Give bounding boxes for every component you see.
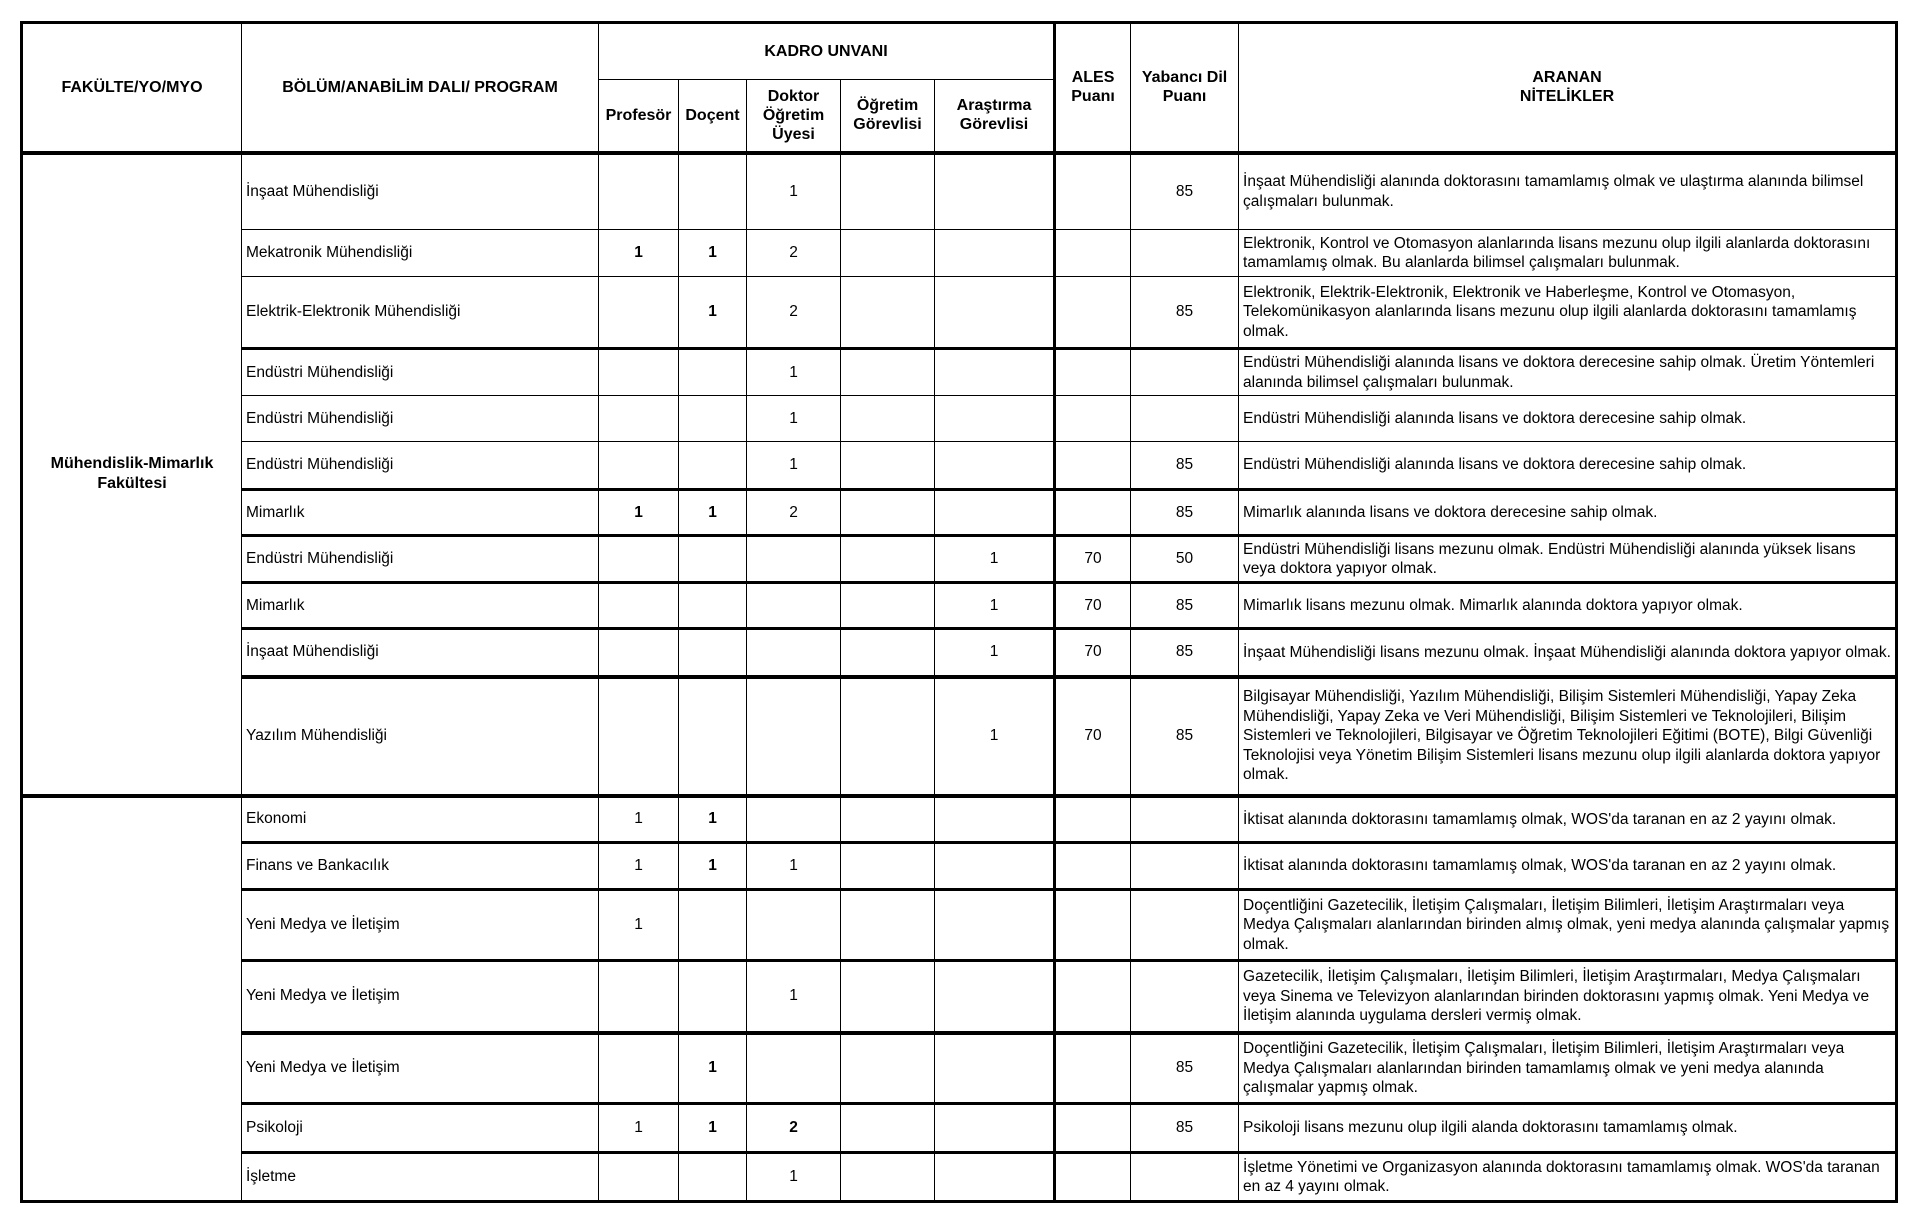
dr-ogr-uyesi-cell: 1 <box>747 396 841 442</box>
ales-cell <box>1055 490 1131 536</box>
docent-cell <box>679 396 747 442</box>
program-cell: Endüstri Mühendisliği <box>242 349 599 396</box>
qualifications-cell: İnşaat Mühendisliği alanında doktorasını tamamlamış olmak ve ulaştırma alanında bilimsel çalışmaları bulunmak. <box>1239 153 1897 230</box>
docent-cell <box>679 629 747 677</box>
profesor-cell <box>599 961 679 1033</box>
profesor-cell: 1 <box>599 1104 679 1153</box>
profesor-cell <box>599 1153 679 1202</box>
ars-gorevlisi-cell <box>935 1153 1055 1202</box>
profesor-cell <box>599 1033 679 1104</box>
qualifications-cell: Doçentliğini Gazetecilik, İletişim Çalışmaları, İletişim Bilimleri, İletişim Araştırmaları veya Medya Çalışmaları alanlarından birinden tamamlamış olmak ve yeni medya alanında çalışmalar yapmış olmak. <box>1239 1033 1897 1104</box>
dr-ogr-uyesi-cell: 1 <box>747 442 841 490</box>
ales-cell: 70 <box>1055 677 1131 796</box>
profesor-cell <box>599 153 679 230</box>
ogr-gorevlisi-cell <box>841 153 935 230</box>
profesor-cell: 1 <box>599 796 679 843</box>
header-ales-line2: Puanı <box>1071 88 1115 106</box>
ogr-gorevlisi-cell <box>841 230 935 277</box>
ars-gorevlisi-cell <box>935 843 1055 890</box>
header-dr-line3: Üyesi <box>772 125 815 143</box>
header-faculty: FAKÜLTE/YO/MYO <box>22 23 242 153</box>
ars-gorevlisi-cell <box>935 153 1055 230</box>
ars-gorevlisi-cell <box>935 961 1055 1033</box>
header-ogretim-gorevlisi <box>841 80 935 153</box>
docent-cell <box>679 536 747 583</box>
ales-cell <box>1055 1104 1131 1153</box>
ales-cell: 70 <box>1055 536 1131 583</box>
dr-ogr-uyesi-cell: 2 <box>747 277 841 349</box>
table-row <box>22 490 1897 536</box>
faculty-name <box>22 796 242 1202</box>
table-row <box>22 629 1897 677</box>
table-row <box>22 349 1897 396</box>
ogr-gorevlisi-cell <box>841 396 935 442</box>
qualifications-cell: Endüstri Mühendisliği alanında lisans ve doktora derecesine sahip olmak. Üretim Yöntemleri alanında bilimsel çalışmaları bulunmak. <box>1239 349 1897 396</box>
header-kadro-unvani: KADRO UNVANI <box>599 23 1055 80</box>
program-cell: Mekatronik Mühendisliği <box>242 230 599 277</box>
header-dr-ogretim-uyesi <box>747 80 841 153</box>
program-cell: Psikoloji <box>242 1104 599 1153</box>
ogr-gorevlisi-cell <box>841 677 935 796</box>
table-row <box>22 796 1897 843</box>
profesor-cell <box>599 396 679 442</box>
ogr-gorevlisi-cell <box>841 1033 935 1104</box>
ales-cell <box>1055 153 1131 230</box>
dr-ogr-uyesi-cell <box>747 677 841 796</box>
header-ales-line1: ALES <box>1071 69 1115 87</box>
yabanci-dil-cell: 85 <box>1131 442 1239 490</box>
ogr-gorevlisi-cell <box>841 277 935 349</box>
ales-cell <box>1055 277 1131 349</box>
dr-ogr-uyesi-cell <box>747 1033 841 1104</box>
program-cell: İnşaat Mühendisliği <box>242 629 599 677</box>
ogr-gorevlisi-cell <box>841 349 935 396</box>
header-yabanci-dil-line2: Puanı <box>1162 88 1207 106</box>
profesor-cell: 1 <box>599 230 679 277</box>
profesor-cell <box>599 677 679 796</box>
profesor-cell <box>599 629 679 677</box>
yabanci-dil-cell: 85 <box>1131 277 1239 349</box>
table-row <box>22 890 1897 961</box>
ars-gorevlisi-cell <box>935 230 1055 277</box>
table-row <box>22 277 1897 349</box>
table-row <box>22 677 1897 796</box>
profesor-cell: 1 <box>599 490 679 536</box>
dr-ogr-uyesi-cell <box>747 583 841 629</box>
docent-cell: 1 <box>679 1033 747 1104</box>
docent-cell: 1 <box>679 1104 747 1153</box>
header-ag-line1: Araştırma <box>956 97 1032 115</box>
ogr-gorevlisi-cell <box>841 1104 935 1153</box>
program-cell: Yeni Medya ve İletişim <box>242 1033 599 1104</box>
program-cell: Mimarlık <box>242 490 599 536</box>
table-row <box>22 1104 1897 1153</box>
yabanci-dil-cell <box>1131 961 1239 1033</box>
table-row <box>22 536 1897 583</box>
academic-staff-table <box>20 21 1898 1203</box>
ogr-gorevlisi-cell <box>841 1153 935 1202</box>
profesor-cell <box>599 349 679 396</box>
ogr-gorevlisi-cell <box>841 796 935 843</box>
ogr-gorevlisi-cell <box>841 536 935 583</box>
header-og-line2: Görevlisi <box>853 116 922 134</box>
ales-cell: 70 <box>1055 583 1131 629</box>
program-cell: Yeni Medya ve İletişim <box>242 890 599 961</box>
yabanci-dil-cell <box>1131 396 1239 442</box>
dr-ogr-uyesi-cell: 1 <box>747 349 841 396</box>
qualifications-cell: Psikoloji lisans mezunu olup ilgili alanda doktorasını tamamlamış olmak. <box>1239 1104 1897 1153</box>
program-cell: Elektrik-Elektronik Mühendisliği <box>242 277 599 349</box>
docent-cell <box>679 349 747 396</box>
ars-gorevlisi-cell <box>935 490 1055 536</box>
header-docent: Doçent <box>679 80 747 153</box>
yabanci-dil-cell <box>1131 349 1239 396</box>
dr-ogr-uyesi-cell: 1 <box>747 153 841 230</box>
yabanci-dil-cell: 85 <box>1131 583 1239 629</box>
program-cell: Yazılım Mühendisliği <box>242 677 599 796</box>
docent-cell <box>679 442 747 490</box>
dr-ogr-uyesi-cell <box>747 796 841 843</box>
ogr-gorevlisi-cell <box>841 890 935 961</box>
program-cell: Ekonomi <box>242 796 599 843</box>
ogr-gorevlisi-cell <box>841 961 935 1033</box>
qualifications-cell: Mimarlık lisans mezunu olmak. Mimarlık alanında doktora yapıyor olmak. <box>1239 583 1897 629</box>
docent-cell: 1 <box>679 796 747 843</box>
yabanci-dil-cell <box>1131 843 1239 890</box>
header-program: BÖLÜM/ANABİLİM DALI/ PROGRAM <box>242 23 599 153</box>
dr-ogr-uyesi-cell: 1 <box>747 961 841 1033</box>
ales-cell <box>1055 961 1131 1033</box>
table-row <box>22 396 1897 442</box>
table-body <box>22 153 1897 1202</box>
ogr-gorevlisi-cell <box>841 490 935 536</box>
header-ag-line2: Görevlisi <box>959 116 1029 134</box>
profesor-cell <box>599 536 679 583</box>
dr-ogr-uyesi-cell: 2 <box>747 230 841 277</box>
qualifications-cell: Mimarlık alanında lisans ve doktora derecesine sahip olmak. <box>1239 490 1897 536</box>
qualifications-cell: Doçentliğini Gazetecilik, İletişim Çalışmaları, İletişim Bilimleri, İletişim Araştırmaları veya Medya Çalışmaları alanlarından birinden almış olmak, yeni medya alanında çalışmalar yapmış olmak. <box>1239 890 1897 961</box>
ars-gorevlisi-cell <box>935 796 1055 843</box>
docent-cell <box>679 677 747 796</box>
yabanci-dil-cell <box>1131 890 1239 961</box>
ars-gorevlisi-cell: 1 <box>935 629 1055 677</box>
yabanci-dil-cell: 85 <box>1131 677 1239 796</box>
faculty-name: Mühendislik-Mimarlık Fakültesi <box>22 153 242 796</box>
header-profesor: Profesör <box>599 80 679 153</box>
header-arastirma-gorevlisi <box>935 80 1055 153</box>
program-cell: Finans ve Bankacılık <box>242 843 599 890</box>
docent-cell: 1 <box>679 230 747 277</box>
program-cell: Endüstri Mühendisliği <box>242 442 599 490</box>
header-ales <box>1055 23 1131 153</box>
docent-cell <box>679 890 747 961</box>
qualifications-cell: İşletme Yönetimi ve Organizasyon alanında doktorasını tamamlamış olmak. WOS'da taranan en az 4 yayını olmak. <box>1239 1153 1897 1202</box>
docent-cell <box>679 583 747 629</box>
dr-ogr-uyesi-cell: 1 <box>747 843 841 890</box>
program-cell: Endüstri Mühendisliği <box>242 536 599 583</box>
qualifications-cell: Gazetecilik, İletişim Çalışmaları, İletişim Bilimleri, İletişim Araştırmaları, Medya Çalışmaları veya Sinema ve Televizyon alanlarından birinden doktorasını yapmış olmak. Yeni Medya ve İletişim alanında uygulama dersleri vermiş olmak. <box>1239 961 1897 1033</box>
dr-ogr-uyesi-cell <box>747 890 841 961</box>
yabanci-dil-cell: 85 <box>1131 153 1239 230</box>
header-dr-line1: Doktor <box>767 87 820 105</box>
profesor-cell: 1 <box>599 843 679 890</box>
docent-cell <box>679 1153 747 1202</box>
table-row <box>22 442 1897 490</box>
ars-gorevlisi-cell <box>935 396 1055 442</box>
qualifications-cell: Endüstri Mühendisliği alanında lisans ve doktora derecesine sahip olmak. <box>1239 442 1897 490</box>
ales-cell <box>1055 796 1131 843</box>
header-og-line1: Öğretim <box>856 97 919 115</box>
docent-cell: 1 <box>679 277 747 349</box>
ales-cell <box>1055 230 1131 277</box>
header-dr-line2: Öğretim <box>762 106 825 124</box>
profesor-cell <box>599 442 679 490</box>
ales-cell <box>1055 396 1131 442</box>
ales-cell <box>1055 1033 1131 1104</box>
qualifications-cell: Endüstri Mühendisliği lisans mezunu olmak. Endüstri Mühendisliği alanında yüksek lisans veya doktora yapıyor olmak. <box>1239 536 1897 583</box>
yabanci-dil-cell <box>1131 796 1239 843</box>
qualifications-cell: İktisat alanında doktorasını tamamlamış olmak, WOS'da taranan en az 2 yayını olmak. <box>1239 796 1897 843</box>
docent-cell <box>679 153 747 230</box>
yabanci-dil-cell: 50 <box>1131 536 1239 583</box>
dr-ogr-uyesi-cell <box>747 536 841 583</box>
ars-gorevlisi-cell <box>935 890 1055 961</box>
header-yabanci-dil <box>1131 23 1239 153</box>
ars-gorevlisi-cell <box>935 277 1055 349</box>
qualifications-cell: Endüstri Mühendisliği alanında lisans ve doktora derecesine sahip olmak. <box>1239 396 1897 442</box>
yabanci-dil-cell <box>1131 230 1239 277</box>
program-cell: Endüstri Mühendisliği <box>242 396 599 442</box>
table-row <box>22 230 1897 277</box>
docent-cell <box>679 961 747 1033</box>
table-row <box>22 961 1897 1033</box>
dr-ogr-uyesi-cell: 2 <box>747 1104 841 1153</box>
qualifications-cell: İktisat alanında doktorasını tamamlamış olmak, WOS'da taranan en az 2 yayını olmak. <box>1239 843 1897 890</box>
table-row <box>22 1033 1897 1104</box>
qualifications-cell: İnşaat Mühendisliği lisans mezunu olmak. İnşaat Mühendisliği alanında doktora yapıyor olmak. <box>1239 629 1897 677</box>
table-row <box>22 153 1897 230</box>
qualifications-cell: Bilgisayar Mühendisliği, Yazılım Mühendisliği, Bilişim Sistemleri Mühendisliği, Yapay Zeka Mühendisliği, Yapay Zeka ve Veri Mühendisliği, Bilişim Sistemleri ve Teknolojileri, Bilişim Sistemleri ve Teknolojileri, Bilgisayar ve Öğretim Teknolojileri Eğitimi (BOTE), Bilgi Güvenliği Teknolojisi veya Yönetim Bilişim Sistemleri lisans mezunu olup ilgili alanlarda doktora yapıyor olmak. <box>1239 677 1897 796</box>
ars-gorevlisi-cell <box>935 1033 1055 1104</box>
program-cell: İşletme <box>242 1153 599 1202</box>
profesor-cell: 1 <box>599 890 679 961</box>
program-cell: Mimarlık <box>242 583 599 629</box>
yabanci-dil-cell <box>1131 1153 1239 1202</box>
table-row <box>22 843 1897 890</box>
yabanci-dil-cell: 85 <box>1131 490 1239 536</box>
ars-gorevlisi-cell: 1 <box>935 677 1055 796</box>
dr-ogr-uyesi-cell: 1 <box>747 1153 841 1202</box>
ales-cell <box>1055 349 1131 396</box>
ogr-gorevlisi-cell <box>841 442 935 490</box>
qualifications-cell: Elektronik, Kontrol ve Otomasyon alanlarında lisans mezunu olup ilgili alanlarda doktorasını tamamlamış olmak. Bu alanlarda bilimsel çalışmaları bulunmak. <box>1239 230 1897 277</box>
program-cell: İnşaat Mühendisliği <box>242 153 599 230</box>
ales-cell: 70 <box>1055 629 1131 677</box>
ars-gorevlisi-cell <box>935 442 1055 490</box>
ars-gorevlisi-cell: 1 <box>935 583 1055 629</box>
header-yabanci-dil-line1: Yabancı Dil <box>1141 69 1228 87</box>
docent-cell: 1 <box>679 490 747 536</box>
ars-gorevlisi-cell <box>935 349 1055 396</box>
ales-cell <box>1055 1153 1131 1202</box>
yabanci-dil-cell: 85 <box>1131 1033 1239 1104</box>
table-row <box>22 1153 1897 1202</box>
ales-cell <box>1055 890 1131 961</box>
profesor-cell <box>599 277 679 349</box>
yabanci-dil-cell: 85 <box>1131 1104 1239 1153</box>
yabanci-dil-cell: 85 <box>1131 629 1239 677</box>
profesor-cell <box>599 583 679 629</box>
table-row <box>22 583 1897 629</box>
ales-cell <box>1055 843 1131 890</box>
ars-gorevlisi-cell: 1 <box>935 536 1055 583</box>
dr-ogr-uyesi-cell: 2 <box>747 490 841 536</box>
dr-ogr-uyesi-cell <box>747 629 841 677</box>
qualifications-cell: Elektronik, Elektrik-Elektronik, Elektronik ve Haberleşme, Kontrol ve Otomasyon, Telekomünikasyon alanlarında lisans mezunu olup ilgili alanlarda doktorasını tamamlamış olmak. <box>1239 277 1897 349</box>
header-nitelikler-line1: ARANAN <box>1532 69 1602 87</box>
header-nitelikler-line2: NİTELİKLER <box>1519 88 1615 106</box>
ogr-gorevlisi-cell <box>841 583 935 629</box>
ogr-gorevlisi-cell <box>841 629 935 677</box>
program-cell: Yeni Medya ve İletişim <box>242 961 599 1033</box>
ars-gorevlisi-cell <box>935 1104 1055 1153</box>
header-aranan-nitelikler <box>1239 23 1897 153</box>
ogr-gorevlisi-cell <box>841 843 935 890</box>
docent-cell: 1 <box>679 843 747 890</box>
ales-cell <box>1055 442 1131 490</box>
